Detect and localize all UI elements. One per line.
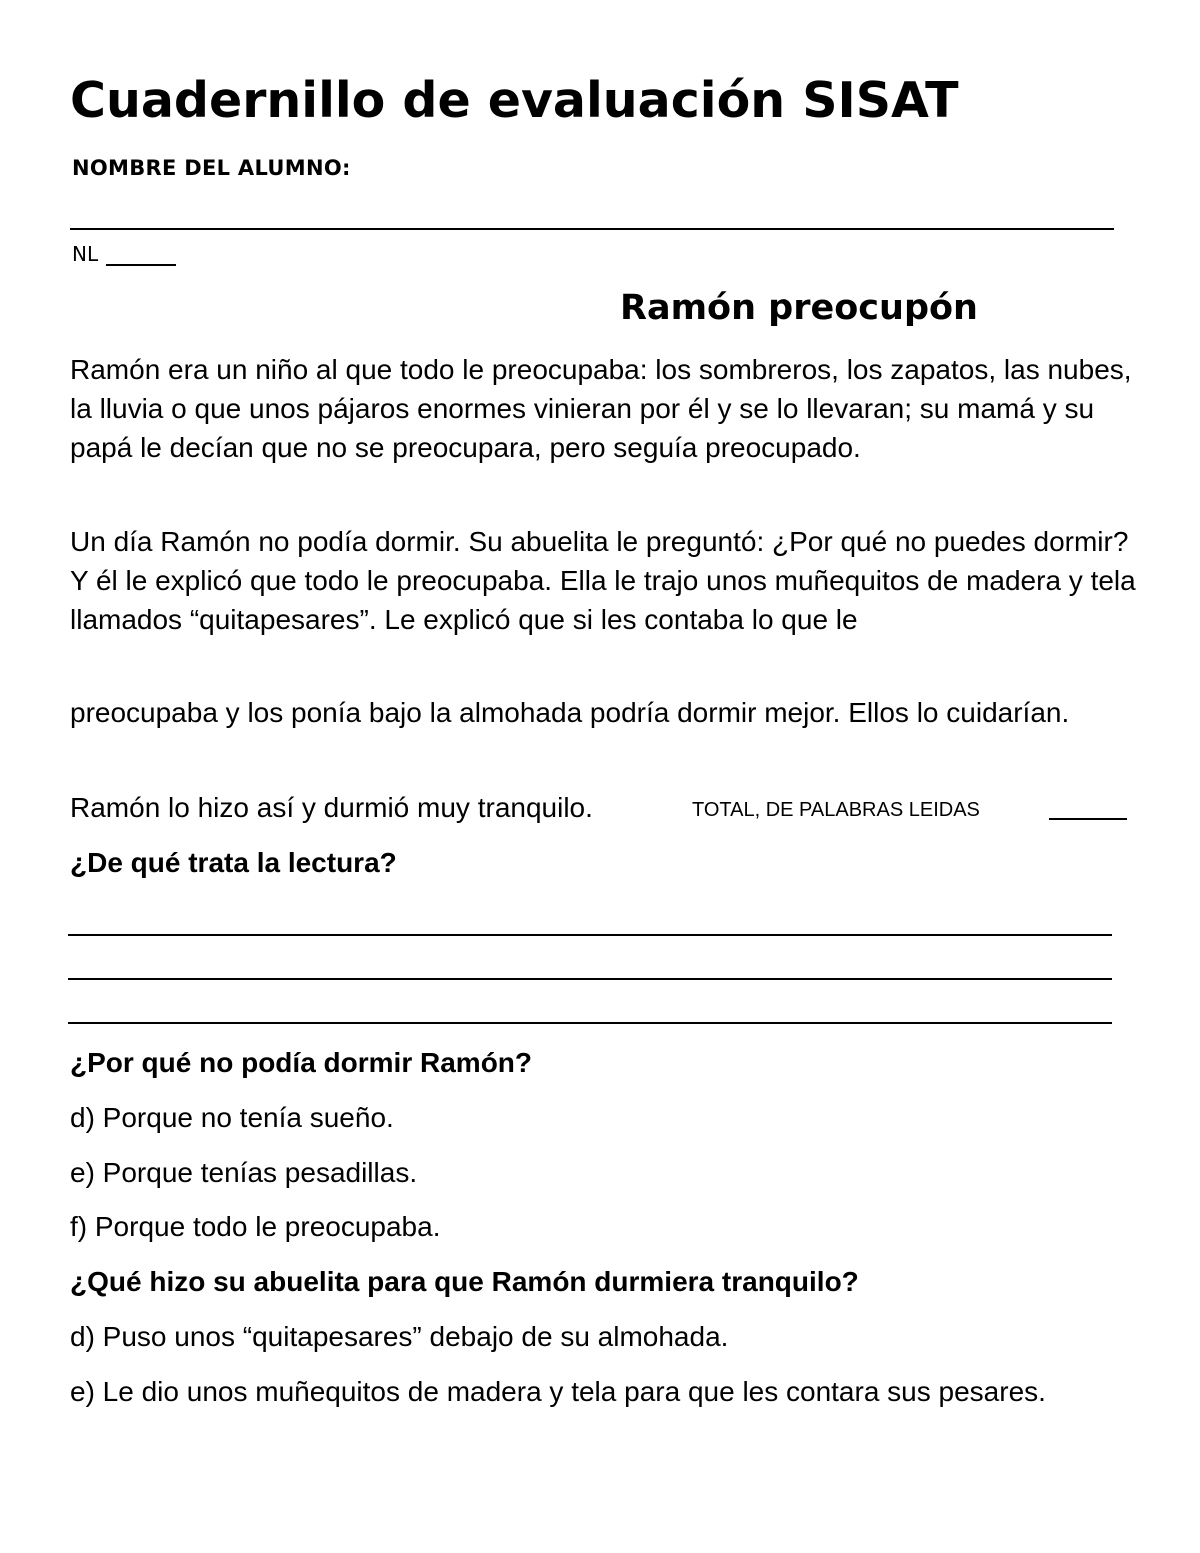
nl-field[interactable] — [106, 264, 176, 266]
nl-label: NL — [72, 242, 99, 266]
story-title: Ramón preocupón — [620, 288, 978, 328]
total-words-field[interactable] — [1049, 818, 1127, 820]
student-name-field[interactable] — [70, 228, 1114, 230]
story-paragraph: Ramón era un niño al que todo le preocupaba: los sombreros, los zapatos, las nubes, la lluvia o que unos pájaros enormes vinieran por él y se lo llevaran; su mamá y su papá le decían que no se preocupara, pero seguía preocupado. — [70, 354, 1132, 463]
title-prefix: Cuadernillo de evaluación — [70, 72, 786, 129]
answer-option[interactable]: e) Le dio unos muñequitos de madera y tela para que les contara sus pesares. — [70, 1376, 1046, 1407]
student-name-label: NOMBRE DEL ALUMNO: — [72, 156, 351, 180]
story-paragraph: Ramón lo hizo así y durmió muy tranquilo. — [70, 792, 593, 823]
answer-option[interactable]: f) Porque todo le preocupaba. — [70, 1211, 441, 1242]
total-words-label: TOTAL, DE PALABRAS LEIDAS — [692, 799, 980, 821]
answer-line[interactable] — [68, 1022, 1112, 1024]
story-paragraph: Un día Ramón no podía dormir. Su abuelita le preguntó: ¿Por qué no puedes dormir? Y él le explicó que todo le preocupaba. Ella le trajo unos muñequitos de madera y tela llamados “quitapesares”. Le explicó que si les contaba lo que le — [70, 526, 1136, 635]
question-3: ¿Qué hizo su abuelita para que Ramón durmiera tranquilo? — [70, 1266, 859, 1297]
answer-line[interactable] — [68, 978, 1112, 980]
page-title — [70, 70, 959, 132]
title-bold: SISAT — [802, 72, 959, 129]
question-1: ¿De qué trata la lectura? — [70, 847, 397, 878]
answer-option[interactable]: e) Porque tenías pesadillas. — [70, 1157, 418, 1188]
story-paragraph: preocupaba y los ponía bajo la almohada podría dormir mejor. Ellos lo cuidarían. — [70, 697, 1070, 728]
answer-line[interactable] — [68, 934, 1112, 936]
answer-option[interactable]: d) Porque no tenía sueño. — [70, 1102, 394, 1133]
answer-option[interactable]: d) Puso unos “quitapesares” debajo de su almohada. — [70, 1321, 729, 1352]
question-2: ¿Por qué no podía dormir Ramón? — [70, 1047, 532, 1078]
